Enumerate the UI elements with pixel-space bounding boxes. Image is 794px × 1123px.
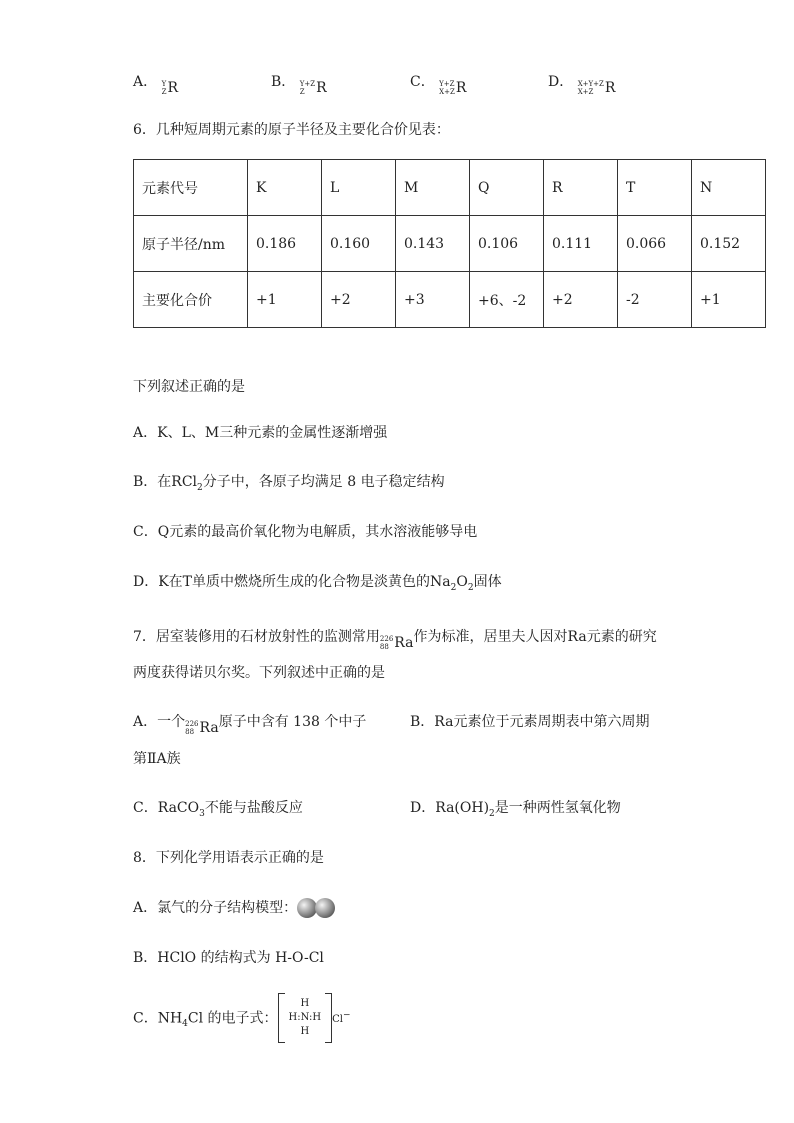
atomic-number: Z bbox=[161, 88, 167, 96]
formula: RCl bbox=[171, 474, 198, 490]
table-cell: 元素代号 bbox=[134, 160, 248, 216]
mass-number: 226 bbox=[185, 720, 199, 728]
table-row bbox=[134, 216, 766, 272]
chlorine-atom-sphere bbox=[297, 898, 317, 918]
nuclide-symbol bbox=[380, 633, 414, 653]
q7-stem-line2: 两度获得诺贝尔奖。下列叙述中正确的是 bbox=[133, 665, 385, 681]
table-cell: 0.111 bbox=[544, 216, 618, 272]
q6-option-d bbox=[133, 572, 502, 598]
option-text: Cl 的电子式： bbox=[187, 1010, 278, 1027]
option-text: B．在 bbox=[133, 474, 172, 490]
table-cell: +2 bbox=[322, 272, 396, 328]
stem-text: 7．居室装修用的石材放射性的监测常用 bbox=[133, 629, 380, 645]
q7-option-d bbox=[410, 798, 621, 824]
mass-number: Y+Z bbox=[439, 80, 455, 88]
table-cell: +3 bbox=[396, 272, 470, 328]
electron-formula-top: H bbox=[300, 998, 310, 1010]
table-cell: M bbox=[396, 160, 470, 216]
table-cell: +6、-2 bbox=[470, 272, 544, 328]
option-text: A．氯气的分子结构模型： bbox=[133, 900, 298, 916]
q6-option-c: C．Q元素的最高价氧化物为电解质，其水溶液能够导电 bbox=[133, 524, 478, 540]
q7-option-b: B．Ra元素位于元素周期表中第六周期 bbox=[410, 714, 650, 730]
mass-number: 226 bbox=[379, 635, 394, 643]
mass-number: Y+Z bbox=[299, 80, 316, 88]
electron-formula-middle: H:N:H bbox=[288, 1012, 322, 1024]
subscript: 3 bbox=[199, 808, 205, 819]
option-text: 不能与盐酸反应 bbox=[204, 800, 303, 816]
charge: − bbox=[342, 1011, 351, 1021]
nuclide-symbol bbox=[185, 718, 219, 738]
table-row bbox=[134, 160, 766, 216]
q5-option-c bbox=[410, 72, 466, 98]
left-bracket bbox=[278, 993, 285, 1043]
table-cell: K bbox=[248, 160, 322, 216]
option-text: 分子中，各原子均满足 8 电子稳定结构 bbox=[202, 474, 445, 490]
option-text: 固体 bbox=[473, 574, 502, 590]
q8-stem: 8．下列化学用语表示正确的是 bbox=[133, 850, 324, 866]
q7-option-c bbox=[133, 798, 303, 824]
atomic-number: Z bbox=[299, 88, 305, 96]
table-cell: 0.152 bbox=[692, 216, 766, 272]
table-cell: 0.066 bbox=[618, 216, 692, 272]
subscript: 2 bbox=[197, 482, 203, 493]
q7-stem-line1 bbox=[133, 627, 657, 653]
element-symbol: Ra bbox=[199, 720, 219, 736]
table-cell: R bbox=[544, 160, 618, 216]
formula: C．NH bbox=[133, 1010, 183, 1027]
q5-option-a bbox=[133, 72, 178, 98]
formula: Na bbox=[430, 574, 451, 590]
table-cell: L bbox=[322, 160, 396, 216]
option-text: D．K在T单质中燃烧所生成的化合物是淡黄色的 bbox=[133, 574, 431, 590]
chloride-ion bbox=[332, 1011, 351, 1026]
table-cell: 0.143 bbox=[396, 216, 470, 272]
nuclide-symbol bbox=[439, 78, 466, 98]
option-label: A． bbox=[133, 74, 158, 90]
table-cell: 0.186 bbox=[248, 216, 322, 272]
mass-number: X+Y+Z bbox=[577, 80, 604, 88]
formula: D．Ra(OH) bbox=[410, 800, 490, 816]
table-cell: 原子半径/nm bbox=[134, 216, 248, 272]
table-cell: +1 bbox=[692, 272, 766, 328]
q5-option-b bbox=[271, 72, 327, 98]
table-cell: -2 bbox=[618, 272, 692, 328]
q6-option-a: A．K、L、M三种元素的金属性逐渐增强 bbox=[133, 425, 388, 441]
table-row bbox=[134, 272, 766, 328]
atomic-number: 88 bbox=[379, 643, 389, 651]
q8-option-a bbox=[133, 898, 335, 918]
formula: O bbox=[456, 574, 468, 590]
electron-formula bbox=[289, 997, 322, 1039]
table-cell: 主要化合价 bbox=[134, 272, 248, 328]
table-cell: +2 bbox=[544, 272, 618, 328]
table-cell: 0.160 bbox=[322, 216, 396, 272]
nuclide-symbol bbox=[162, 78, 178, 98]
option-label: B． bbox=[271, 74, 296, 90]
nuclide-symbol bbox=[300, 78, 327, 98]
option-text: 是一种两性氢氧化物 bbox=[494, 800, 621, 816]
subscript: 2 bbox=[450, 582, 457, 593]
atomic-number: 88 bbox=[185, 728, 195, 736]
q8-option-b: B．HClO 的结构式为 H-O-Cl bbox=[133, 950, 324, 966]
element-table bbox=[133, 159, 766, 328]
chlorine-atom-sphere bbox=[315, 898, 335, 918]
table-cell: +1 bbox=[248, 272, 322, 328]
table-cell: T bbox=[618, 160, 692, 216]
q5-option-d bbox=[548, 72, 615, 98]
atomic-number: X+Z bbox=[577, 88, 594, 96]
q6-stem: 6．几种短周期元素的原子半径及主要化合价见表： bbox=[133, 122, 450, 138]
anion-symbol: Cl bbox=[332, 1014, 343, 1026]
nuclide-symbol bbox=[578, 78, 616, 98]
mass-number: Y bbox=[161, 80, 167, 88]
option-text: A．一个 bbox=[133, 714, 186, 730]
option-text: 原子中含有 138 个中子 bbox=[218, 714, 367, 730]
q7-option-b-continued: 第ⅡA族 bbox=[133, 751, 181, 767]
stem-text: 作为标准，居里夫人因对Ra元素的研究 bbox=[413, 629, 657, 645]
element-symbol: R bbox=[316, 80, 327, 96]
subscript: 2 bbox=[489, 808, 495, 819]
table-cell: Q bbox=[470, 160, 544, 216]
atomic-number: X+Z bbox=[439, 88, 455, 96]
q6-prompt: 下列叙述正确的是 bbox=[133, 379, 245, 395]
element-symbol: R bbox=[455, 80, 467, 96]
table-cell: 0.106 bbox=[470, 216, 544, 272]
table-cell: N bbox=[692, 160, 766, 216]
element-symbol: R bbox=[167, 80, 178, 96]
option-label: C． bbox=[410, 74, 435, 90]
element-symbol: R bbox=[604, 80, 616, 96]
q7-option-a bbox=[133, 712, 366, 738]
subscript: 4 bbox=[182, 1019, 188, 1030]
option-label: D． bbox=[548, 74, 574, 90]
q8-option-c bbox=[133, 992, 351, 1048]
electron-formula-bottom: H bbox=[300, 1026, 310, 1038]
subscript: 2 bbox=[467, 582, 474, 593]
q6-option-b bbox=[133, 472, 445, 498]
formula: C．RaCO bbox=[133, 800, 200, 816]
element-symbol: Ra bbox=[394, 635, 414, 651]
